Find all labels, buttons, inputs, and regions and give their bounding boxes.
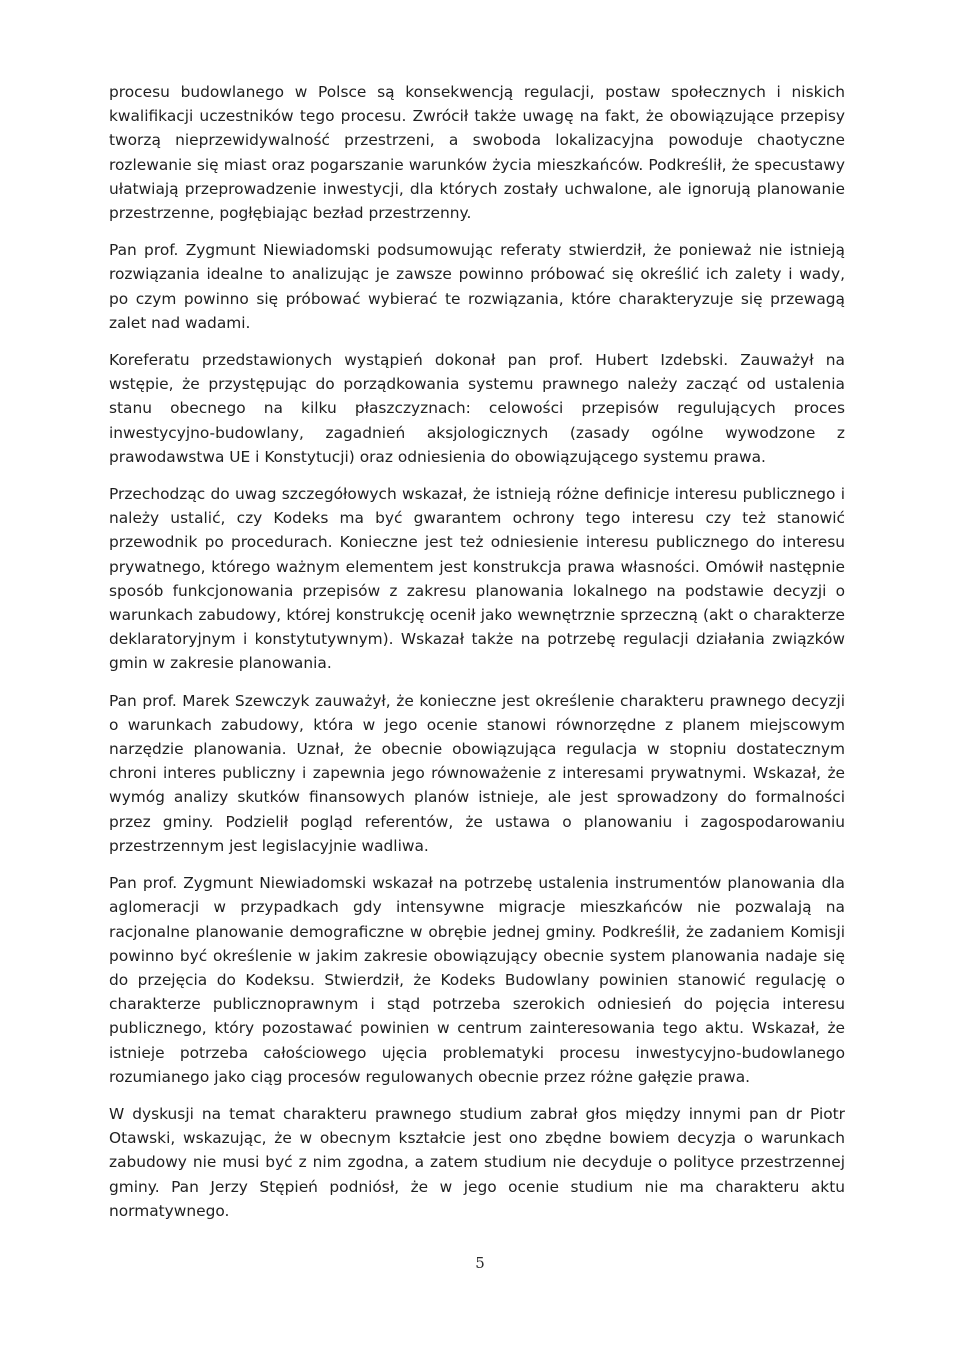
paragraph-3: Koreferatu przedstawionych wystąpień dokonał pan prof. Hubert Izdebski. Zauważył na wstępie, że przystępując do porządkowania systemu prawnego należy zacząć od ustalenia stanu obecnego na kilku płaszczyznach: celowości przepisów regulujących proces inwestycyjno-budowlany, zagadnień aksjologicznych (zasady ogólne wywodzone z prawodawstwa UE i Konstytucji) oraz odniesienia do obowiązującego systemu prawa. bbox=[109, 351, 845, 466]
paragraph-1: procesu budowlanego w Polsce są konsekwencją regulacji, postaw społecznych i niskich kwalifikacji uczestników tego procesu. Zwrócił także uwagę na fakt, że obowiązujące przepisy tworzą nieprzewidywalność przestrzeni, a swoboda lokalizacyjna powoduje chaotyczne rozlewanie się miast oraz pogarszanie warunków życia mieszkańców. Podkreślił, że specustawy ułatwiają przeprowadzenie inwestycji, dla których zostały uchwalone, ale ignorują planowanie przestrzenne, pogłębiając bezład przestrzenny. bbox=[109, 83, 845, 223]
paragraph-6: Pan prof. Zygmunt Niewiadomski wskazał na potrzebę ustalenia instrumentów planowania dla aglomeracji w przypadkach gdy intensywne migracje mieszkańców nie pozwalają na racjonalne planowanie demograficzne w obrębie jednej gminy. Podkreślił, że zadaniem Komisji powinno być określenie w jakim zakresie obowiązujący obecnie system planowania nadaje się do przejęcia do Kodeksu. Stwierdził, że Kodeks Budowlany powinien stanowić regulację o charakterze publicznoprawnym i stąd potrzeba szerokich odniesień do pojęcia interesu publicznego, który pozostawać powinien w centrum zainteresowania tego aktu. Wskazał, że istnieje potrzeba całościowego ujęcia problematyki procesu inwestycyjno-budowlanego rozumianego jako ciąg procesów regulowanych obecnie przez różne gałęzie prawa. bbox=[109, 874, 845, 1086]
page-number: 5 bbox=[475, 1254, 485, 1272]
paragraph-4: Przechodząc do uwag szczegółowych wskazał, że istnieją różne definicje interesu publicznego i należy ustalić, czy Kodeks ma być gwarantem ochrony tego interesu czy też stanowić przewodnik po procedurach. Konieczne jest też odniesienie interesu publicznego do interesu prywatnego, którego ważnym elementem jest konstrukcja prawa własności. Omówił następnie sposób funkcjonowania przepisów z zakresu planowania lokalnego na podstawie decyzji o warunkach zabudowy, której konstrukcję ocenił jako wewnętrznie sprzeczną (akt o charakterze deklaratoryjnym i konstytutywnym). Wskazał także na potrzebę regulacji działania związków gmin w zakresie planowania. bbox=[109, 485, 845, 673]
paragraph-2: Pan prof. Zygmunt Niewiadomski podsumowując referaty stwierdził, że ponieważ nie istnieją rozwiązania idealne to analizując je zawsze powinno próbować się określić ich zalety i wady, po czym powinno się próbować wybierać te rozwiązania, które charakteryzuje się przewagą zalet nad wadami. bbox=[109, 241, 845, 332]
paragraph-7: W dyskusji na temat charakteru prawnego studium zabrał głos między innymi pan dr Piotr Otawski, wskazując, że w obecnym kształcie jest ono zbędne bowiem decyzja o warunkach zabudowy nie musi być z nim zgodna, a zatem studium nie decyduje o polityce przestrzennej gminy. Pan Jerzy Stępień podniósł, że w jego ocenie studium nie ma charakteru aktu normatywnego. bbox=[109, 1104, 845, 1220]
document-body bbox=[109, 80, 845, 1236]
paragraph-5: Pan prof. Marek Szewczyk zauważył, że konieczne jest określenie charakteru prawnego decyzji o warunkach zabudowy, która w jego ocenie stanowi równorzędne z planem miejscowym narzędzie planowania. Uznał, że obecnie obowiązująca regulacja w stopniu dostatecznym chroni interes publiczny i zapewnia jego równoważenie z interesami prywatnymi. Wskazał, że wymóg analizy skutków finansowych planów istnieje, ale jest sprowadzony do formalności przez gminy. Podzielił pogląd referentów, że ustawa o planowaniu i zagospodarowaniu przestrzennym jest legislacyjnie wadliwa. bbox=[109, 691, 845, 855]
